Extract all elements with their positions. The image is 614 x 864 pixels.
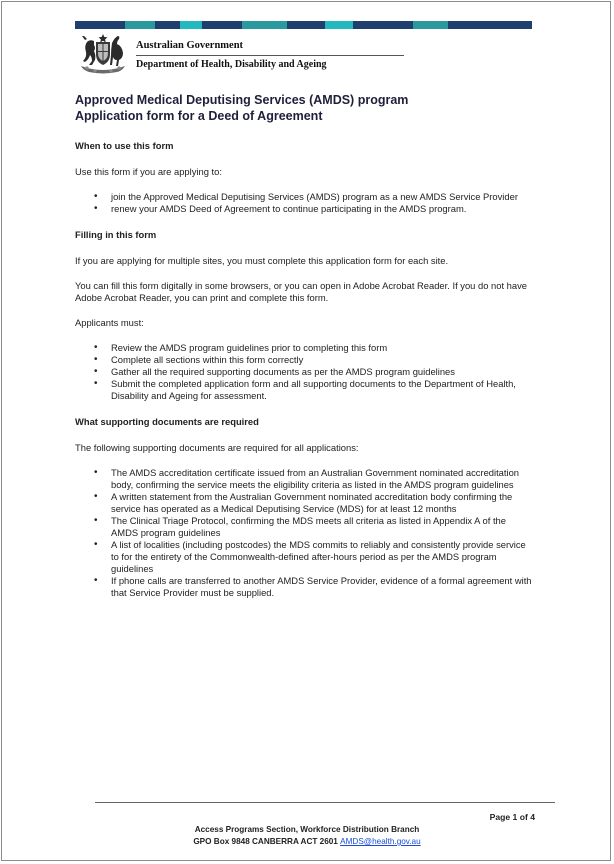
color-strip-segment bbox=[180, 21, 202, 29]
color-strip-segment bbox=[125, 21, 155, 29]
list-item: • A written statement from the Australian Government nominated accreditation body confirming the service has operated as a Medical Deputising Service (MDS) for at least 12 months bbox=[75, 491, 535, 515]
department-name: Department of Health, Disability and Ageing bbox=[136, 59, 327, 70]
color-strip-segment bbox=[155, 21, 180, 29]
list-item: • Complete all sections within this form correctly bbox=[75, 354, 535, 366]
list-item: • If phone calls are transferred to another AMDS Service Provider, evidence of a formal agreement with that Service Provider must be supplied. bbox=[75, 575, 535, 599]
color-strip-segment bbox=[242, 21, 287, 29]
list-item: • The AMDS accreditation certificate issued from an Australian Government nominated accreditation body, confirming the service meets the eligibility criteria as listed in the AMDS program guidelines bbox=[75, 467, 535, 491]
when-list bbox=[75, 191, 535, 215]
color-strip-segment bbox=[448, 21, 532, 29]
filling-para-2: You can fill this form digitally in some browsers, or you can open in Adobe Acrobat Reader. If you do not have Adobe Acrobat Reader, you can print and complete this form. bbox=[75, 280, 527, 303]
header-divider bbox=[136, 55, 404, 56]
footer-address-line bbox=[0, 837, 614, 846]
email-link[interactable]: AMDS@health.gov.au bbox=[340, 837, 421, 846]
color-strip-segment bbox=[202, 21, 242, 29]
footer-divider bbox=[95, 802, 555, 803]
color-strip-segment bbox=[287, 21, 325, 29]
list-item: • The Clinical Triage Protocol, confirming the MDS meets all criteria as listed in Appendix A of the AMDS program guidelines bbox=[75, 515, 535, 539]
applicants-list bbox=[75, 342, 535, 402]
list-item: • join the Approved Medical Deputising Services (AMDS) program as a new AMDS Service Provider bbox=[75, 191, 535, 203]
color-strip-segment bbox=[325, 21, 353, 29]
section-heading-documents: What supporting documents are required bbox=[75, 416, 259, 427]
postal-address: GPO Box 9848 CANBERRA ACT 2601 bbox=[193, 837, 338, 846]
color-strip-segment bbox=[413, 21, 448, 29]
when-intro: Use this form if you are applying to: bbox=[75, 166, 222, 177]
filling-para-1: If you are applying for multiple sites, you must complete this application form for each site. bbox=[75, 255, 449, 266]
list-item: • Review the AMDS program guidelines prior to completing this form bbox=[75, 342, 535, 354]
header-color-strip bbox=[75, 21, 532, 29]
documents-intro: The following supporting documents are required for all applications: bbox=[75, 442, 359, 453]
government-name: Australian Government bbox=[136, 40, 244, 51]
color-strip-segment bbox=[75, 21, 125, 29]
page-number: Page 1 of 4 bbox=[489, 812, 535, 822]
color-strip-segment bbox=[353, 21, 413, 29]
footer-organisation: Access Programs Section, Workforce Distribution Branch bbox=[194, 825, 420, 834]
title-line-2: Application form for a Deed of Agreement bbox=[75, 109, 323, 123]
applicants-intro: Applicants must: bbox=[75, 317, 144, 328]
section-heading-when: When to use this form bbox=[75, 140, 174, 151]
documents-list bbox=[75, 467, 535, 599]
coat-of-arms-icon bbox=[75, 32, 131, 76]
list-item: • Submit the completed application form and all supporting documents to the Department of Health, Disability and Ageing for assessment. bbox=[75, 378, 535, 402]
list-item: • renew your AMDS Deed of Agreement to continue participating in the AMDS program. bbox=[75, 203, 535, 215]
page-title bbox=[75, 92, 545, 124]
document-body bbox=[75, 140, 535, 613]
title-line-1: Approved Medical Deputising Services (AMDS) program bbox=[75, 93, 409, 107]
list-item: • A list of localities (including postcodes) the MDS commits to reliably and consistently provide service to for the entirety of the Commonwealth-defined after-hours period as per the AMDS program guidelines bbox=[75, 539, 535, 575]
government-header bbox=[75, 32, 535, 78]
section-heading-filling: Filling in this form bbox=[75, 229, 157, 240]
list-item: • Gather all the required supporting documents as per the AMDS program guidelines bbox=[75, 366, 535, 378]
